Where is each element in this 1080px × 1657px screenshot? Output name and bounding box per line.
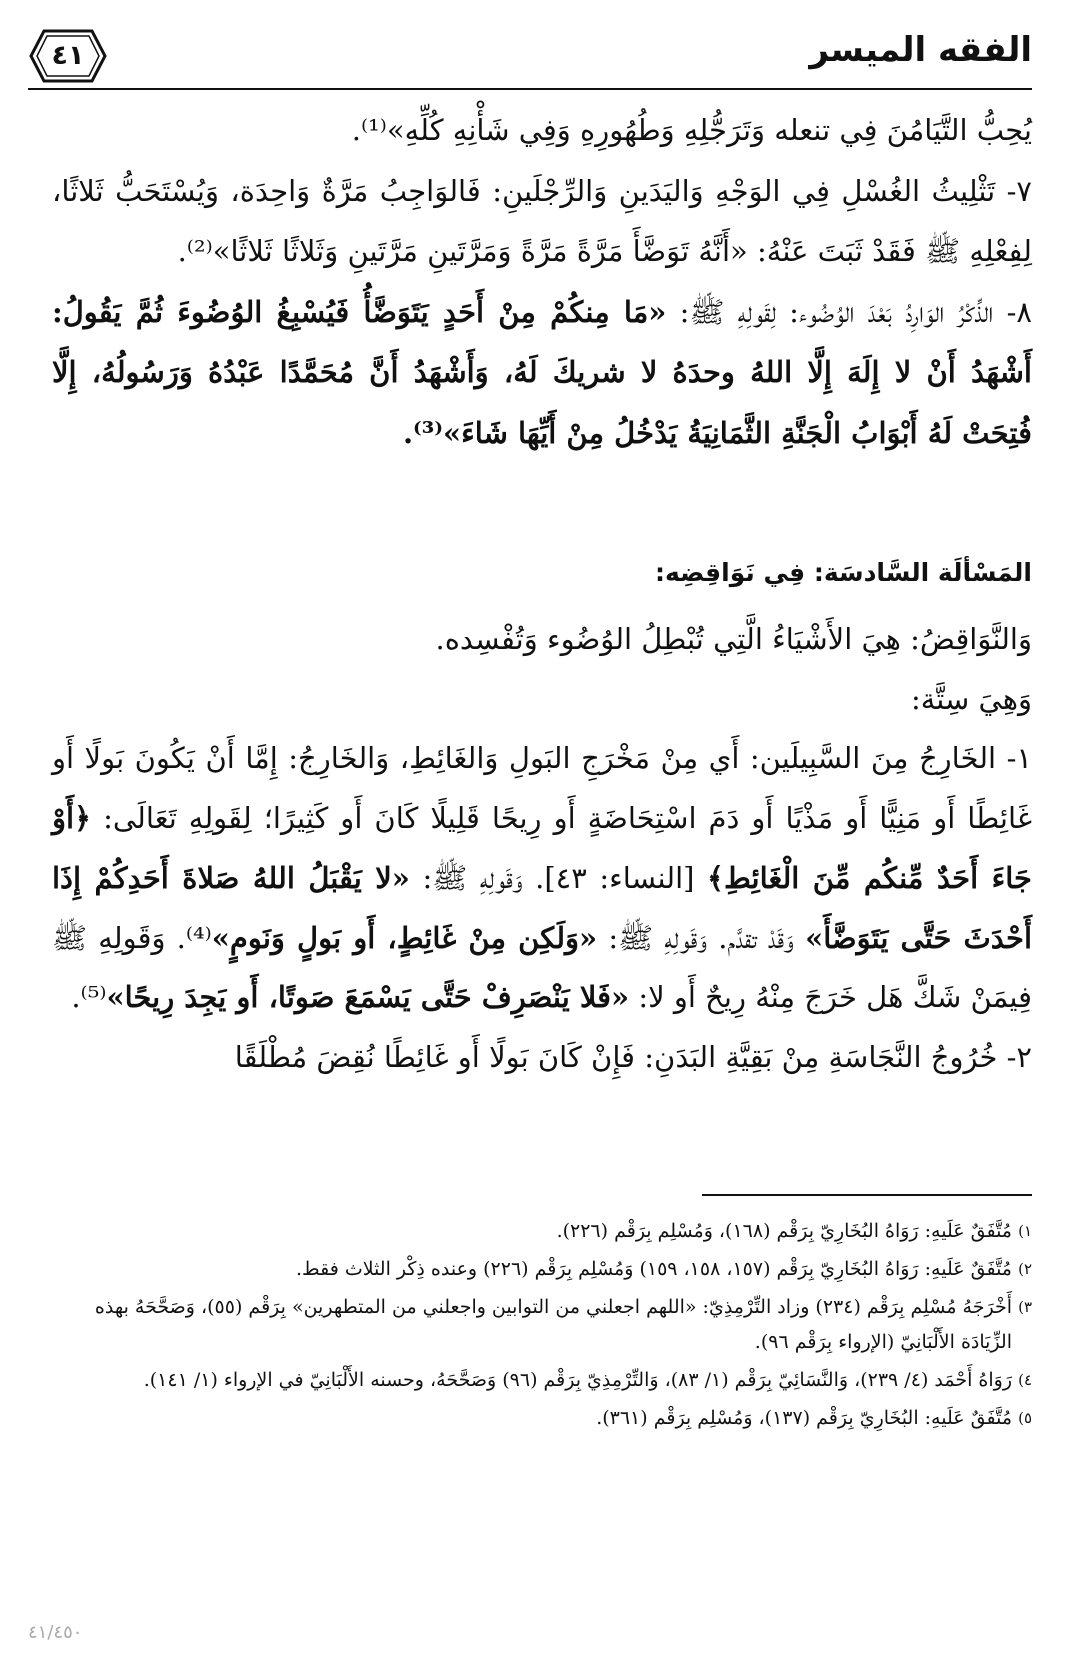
nullifier-1-text-c: وَقَدْ تقدَّم. وَقَولِهِ ﷺ:: [597, 920, 806, 955]
main-text-block-1: [52, 100, 1032, 463]
footnote-number: ٣): [1018, 1298, 1032, 1316]
paragraph-definition: وَالنَّوَاقِضُ: هِيَ الأَشْيَاءُ الَّتِي تُبْطِلُ الوُضُوء وَتُفْسِده.: [435, 622, 1032, 656]
footnote: [52, 1252, 1032, 1287]
quran-verse: ﴿أَوْ جَاءَ أَحَدٌ مِّنكُم مِّنَ الْغَائِطِ﴾: [52, 801, 1032, 895]
paragraph-count: وَهِيَ سِتَّة:: [910, 681, 1032, 716]
footnote-number: ١): [1018, 1222, 1032, 1240]
footnote-text: مُتَّفَقٌ عَلَيهِ: البُخَارِيّ بِرَقْم (١٣٧)، وَمُسْلِم بِرَقْم (٣٦١).: [596, 1407, 1012, 1429]
hadith-quote-2: «وَلَكِن مِنْ غَائِطٍ، أَو بَولٍ وَنَومٍ»: [211, 920, 598, 955]
header-divider: [28, 88, 1032, 90]
nullifier-1-text-d: ⁽⁴⁾. وَقَولِهِ ﷺ فِيمَنْ شَكَّ هَل خَرَجَ مِنْهُ رِيحٌ أَو لا:: [52, 920, 1032, 1015]
footnote: [52, 1401, 1032, 1436]
footnote-number: ٢): [1018, 1260, 1032, 1278]
hadith-quote-3: «فَلا يَنْصَرِفْ حَتَّى يَسْمَعَ صَوتًا، أَو يَجِدَ رِيحًا»: [106, 980, 630, 1015]
footnote-text: رَوَاهُ أَحْمَد (٤/ ٢٣٩)، وَالنَّسَائِيّ بِرَقْم (١/ ٨٣)، وَالتِّرْمِذِيّ بِرَقْم (٩٦) وَصَحَّحَهُ، وحسنه الأَلْبَانِيّ في الإرواء (١/ ١٤١).: [143, 1369, 1012, 1391]
nullifier-1-text-e: ⁽⁵⁾.: [71, 980, 107, 1015]
paragraph-nullifier-2: ٢- خُرُوجُ النَّجَاسَةِ مِنْ بَقِيَّةِ البَدَنِ: فَإِنْ كَانَ بَولًا أَو غَائِطًا نُقِضَ مُطْلَقًا: [234, 1039, 1032, 1074]
footnote: [52, 1363, 1032, 1398]
footnote: [52, 1290, 1032, 1360]
book-title: الفقه الميسر: [809, 30, 1032, 70]
paragraph-item-7: ٧- تَثْلِيثُ الغُسْلِ فِي الوَجْهِ وَاليَدَينِ وَالرِّجْلَينِ: فَالوَاجِبُ مَرَّةٌ وَاحِدَة، وَيُسْتَحَبُّ ثَلاثًا، لِفِعْلِهِ ﷺ فَقَدْ ثَبَتَ عَنْهُ: «أَنَّهُ تَوَضَّأَ مَرَّةً مَرَّةً وَمَرَّتَينِ مَرَّتَينِ وَثَلاثًا ثَلاثًا»⁽²⁾.: [52, 173, 1032, 268]
hadith-quote-1: «لا يَقْبَلُ اللهُ صَلاةَ أَحَدِكُمْ إِذَا أَحْدَثَ حَتَّى يَتَوَضَّأَ»: [52, 860, 1032, 955]
paragraph-item-8: [52, 282, 1032, 464]
page-reference: ٤١/٤٥٠: [28, 1622, 83, 1643]
paragraph-nullifier-1: [52, 729, 1032, 1028]
footnote-text: مُتَّفَقٌ عَلَيهِ: رَوَاهُ البُخَارِيّ بِرَقْم (١٦٨)، وَمُسْلِم بِرَقْم (٢٢٦).: [556, 1220, 1012, 1242]
section-heading: المَسْألَة السَّادسَة: فِي نَوَاقِضِه:: [654, 558, 1032, 587]
footnotes: [52, 1214, 1032, 1439]
footnote-divider: [702, 1194, 1032, 1196]
footnote-text: أَخْرَجَهُ مُسْلِم بِرَقْم (٢٣٤) وزاد التِّرْمِذِيّ: «اللهم اجعلني من التوابين واجعلني من المتطهرين» بِرَقْم (٥٥)، وَصَحَّحَهُ بهذه الزِّيَادَة الأَلْبَانِيّ (الإرواء بِرَقْم ٩٦).: [94, 1296, 1012, 1353]
footnote-text: مُتَّفَقٌ عَلَيهِ: رَوَاهُ البُخَارِيّ بِرَقْم (١٥٧، ١٥٨، ١٥٩) وَمُسْلِم بِرَقْم (٢٢٦) وعنده ذِكْر الثلاث فقط.: [296, 1258, 1012, 1280]
item-8-hadith: «مَا مِنكُمْ مِنْ أَحَدٍ يَتَوَضَّأُ فَيُسْبِغُ الوُضُوءَ ثُمَّ يَقُولُ: أَشْهَدُ أَنْ لا إِلَهَ إِلَّا اللهُ وحدَهُ لا شريكَ لَهُ، وَأَشْهَدُ أَنَّ مُحَمَّدًا عَبْدُهُ وَرَسُولُهُ، إِلَّا فُتِحَتْ لَهُ أَبْوَابُ الْجَنَّةِ الثَّمَانِيَةُ يَدْخُلُ مِنْ أَيِّهَا شَاءَ»⁽³⁾.: [52, 294, 1032, 450]
nullifier-1-text-a: ١- الخَارِجُ مِنَ السَّبِيلَين: أَي مِنْ مَخْرَجِ البَولِ وَالغَائِطِ، وَالخَارِجُ: إِمَّا أَنْ يَكُونَ بَولًا أَو غَائِطًا أَو مَنِيًّا أَو مَذْيًا أَو دَمَ اسْتِحَاضَةٍ أَو رِيحًا قَلِيلًا كَانَ أَو كَثِيرًا؛ لِقَولِهِ تَعَالَى:: [52, 741, 1032, 836]
nullifier-1-text-b: [النساء: ٤٣]. وَقَولِهِ ﷺ:: [409, 860, 708, 895]
footnote: [52, 1214, 1032, 1249]
footnote-number: ٤): [1018, 1371, 1032, 1389]
page-number: ٤١: [51, 40, 85, 71]
item-8-intro: ٨- الذِّكْرُ الوَارِدُ بَعْدَ الوُضُوء: لِقَولِهِ ﷺ:: [666, 294, 1032, 329]
paragraph-hadith-continuation: يُحِبُّ التَّيَامُنَ فِي تنعله وَتَرَجُّلِهِ وَطُهُورِهِ وَفِي شَأْنِهِ كُلِّهِ»⁽¹⁾.: [351, 113, 1032, 147]
page-number-badge: [28, 28, 108, 84]
footnote-number: ٥): [1018, 1409, 1032, 1427]
main-text-block-2: [52, 610, 1032, 1088]
